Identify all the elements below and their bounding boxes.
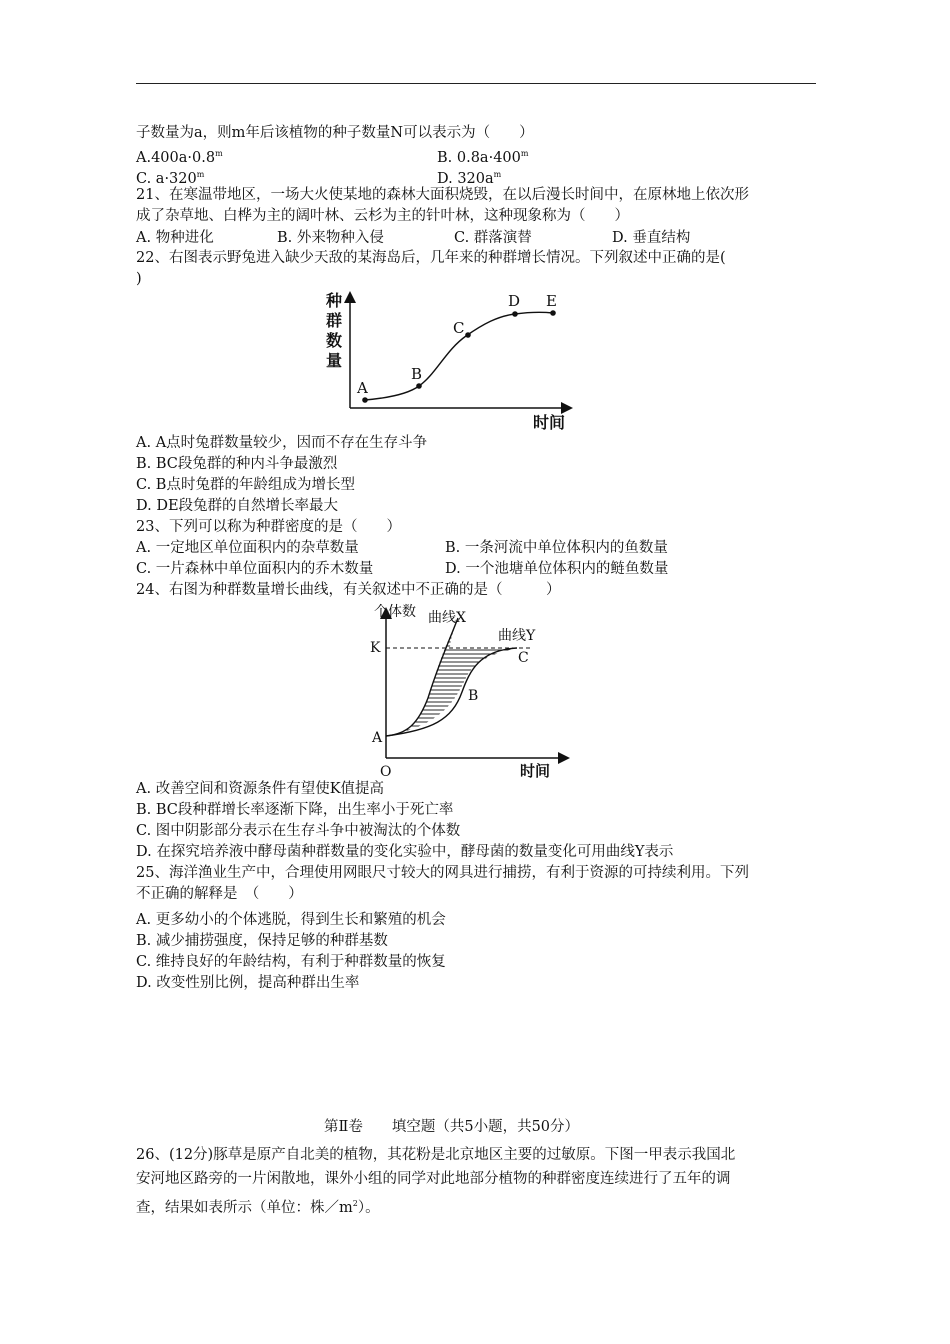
q25-option-a: A. 更多幼小的个体逃脱，得到生长和繁殖的机会 bbox=[136, 912, 446, 928]
q22-option-b: B. BC段兔群的种内斗争最激烈 bbox=[136, 456, 338, 472]
header-rule bbox=[136, 83, 816, 84]
q24-option-a: A. 改善空间和资源条件有望使K值提高 bbox=[136, 781, 385, 797]
q20-options-row2 bbox=[136, 166, 502, 188]
q21-options bbox=[136, 229, 816, 247]
q20-option-b: B. $0.8a\cdot 400^m$ bbox=[437, 149, 529, 166]
q24-option-d: D. 在探究培养液中酵母菌种群数量的变化实验中，酵母菌的数量变化可用曲线Y表示 bbox=[136, 844, 674, 860]
q25-stem-line1: 25、海洋渔业生产中，合理使用网眼尺寸较大的网具进行捕捞，有利于资源的可持续利用。下列 bbox=[136, 865, 749, 881]
q22-xlabel: 时间 bbox=[533, 413, 566, 432]
q24-label-curve-y: 曲线Y bbox=[498, 628, 536, 644]
q26-line2: 安河地区路旁的一片闲散地，课外小组的同学对此地部分植物的种群密度连续进行了五年的调 bbox=[136, 1171, 731, 1187]
q25-option-d: D. 改变性别比例，提高种群出生率 bbox=[136, 975, 360, 991]
q22-population-graph bbox=[318, 288, 588, 434]
q22-option-a: A. A点时兔群数量较少，因而不存在生存斗争 bbox=[136, 435, 428, 451]
q24-label-curve-x: 曲线X bbox=[428, 610, 466, 626]
q22-point-b bbox=[416, 383, 422, 389]
q20-option-c: C. $a\cdot 320^m$ bbox=[136, 170, 205, 187]
q24-ylabel: 个体数 bbox=[374, 604, 416, 620]
q24-label-o: O bbox=[380, 764, 392, 778]
q24-stem: 24、右图为种群数量增长曲线，有关叙述中不正确的是（ ） bbox=[136, 582, 561, 598]
q24-label-b: B bbox=[468, 688, 479, 704]
q22-label-c: C bbox=[453, 319, 465, 337]
q23-options-row2 bbox=[136, 560, 816, 578]
q23-option-d: D. 一个池塘单位体积内的鲢鱼数量 bbox=[445, 561, 669, 577]
q23-option-a: A. 一定地区单位面积内的杂草数量 bbox=[136, 540, 359, 556]
q22-label-d: D bbox=[508, 292, 521, 310]
q21-option-b: B. 外来物种入侵 bbox=[277, 230, 384, 246]
q22-point-c bbox=[465, 332, 471, 338]
q24-xlabel: 时间 bbox=[520, 762, 551, 778]
q22-label-a: A bbox=[357, 379, 368, 397]
q21-option-c: C. 群落演替 bbox=[454, 230, 532, 246]
part2-title: 第Ⅱ卷 填空题（共5小题，共50分） bbox=[324, 1119, 580, 1135]
q22-point-d bbox=[512, 311, 518, 317]
q24-label-k: K bbox=[370, 640, 381, 656]
q23-options-row1 bbox=[136, 539, 816, 557]
q21-option-a: A. 物种进化 bbox=[136, 230, 214, 246]
q22-option-c: C. B点时兔群的年龄组成为增长型 bbox=[136, 477, 355, 493]
q21-stem-line2: 成了杂草地、白桦为主的阔叶林、云杉为主的针叶林，这种现象称为（ ） bbox=[136, 208, 629, 224]
q26-line1: 26、(12分)豚草是原产自北美的植物，其花粉是北京地区主要的过敏原。下图一甲表示我国北 bbox=[136, 1147, 736, 1163]
q22-stem-line2: ) bbox=[136, 271, 142, 287]
q22-ylabel-char-3: 数 bbox=[326, 331, 343, 350]
q23-option-b: B. 一条河流中单位体积内的鱼数量 bbox=[445, 540, 668, 556]
q24-label-c: C bbox=[518, 650, 529, 666]
q24-growth-curves-graph bbox=[362, 600, 592, 778]
q21-option-d: D. 垂直结构 bbox=[612, 230, 691, 246]
q22-point-a bbox=[362, 397, 368, 403]
q22-point-e bbox=[550, 310, 556, 316]
q22-label-b: B bbox=[411, 365, 423, 383]
q21-stem-line1: 21、在寒温带地区，一场大火使某地的森林大面积烧毁，在以后漫长时间中，在原林地上依次形 bbox=[136, 187, 749, 203]
q22-stem-line1: 22、右图表示野兔进入缺少天敌的某海岛后，几年来的种群增长情况。下列叙述中正确的是( bbox=[136, 250, 726, 266]
q22-ylabel-char-2: 群 bbox=[326, 311, 343, 330]
q20-option-d: D. $320a^m$ bbox=[437, 170, 502, 187]
q22-option-d: D. DE段兔群的自然增长率最大 bbox=[136, 498, 339, 514]
q20-option-a: $A.400a\cdot 0.8^m$ bbox=[136, 149, 223, 166]
q22-ylabel-char-1: 种 bbox=[326, 291, 343, 310]
q20-stem: 子数量为a，则m年后该植物的种子数量N可以表示为（ ） bbox=[136, 125, 534, 141]
q22-label-e: E bbox=[546, 292, 557, 310]
q25-option-c: C. 维持良好的年龄结构，有利于种群数量的恢复 bbox=[136, 954, 446, 970]
q24-option-b: B. BC段种群增长率逐渐下降，出生率小于死亡率 bbox=[136, 802, 454, 818]
q25-stem-line2: 不正确的解释是 （ ） bbox=[136, 886, 303, 902]
q22-ylabel-char-4: 量 bbox=[326, 351, 343, 370]
q23-option-c: C. 一片森林中单位面积内的乔木数量 bbox=[136, 561, 374, 577]
q20-options-row1 bbox=[136, 145, 529, 167]
q23-stem: 23、下列可以称为种群密度的是（ ） bbox=[136, 519, 401, 535]
q24-option-c: C. 图中阴影部分表示在生存斗争中被淘汰的个体数 bbox=[136, 823, 461, 839]
q26-line3: 查，结果如表所示（单位：株$/m^2$）。 bbox=[136, 1199, 380, 1216]
q25-option-b: B. 减少捕捞强度，保持足够的种群基数 bbox=[136, 933, 388, 949]
q24-label-a: A bbox=[372, 730, 383, 746]
